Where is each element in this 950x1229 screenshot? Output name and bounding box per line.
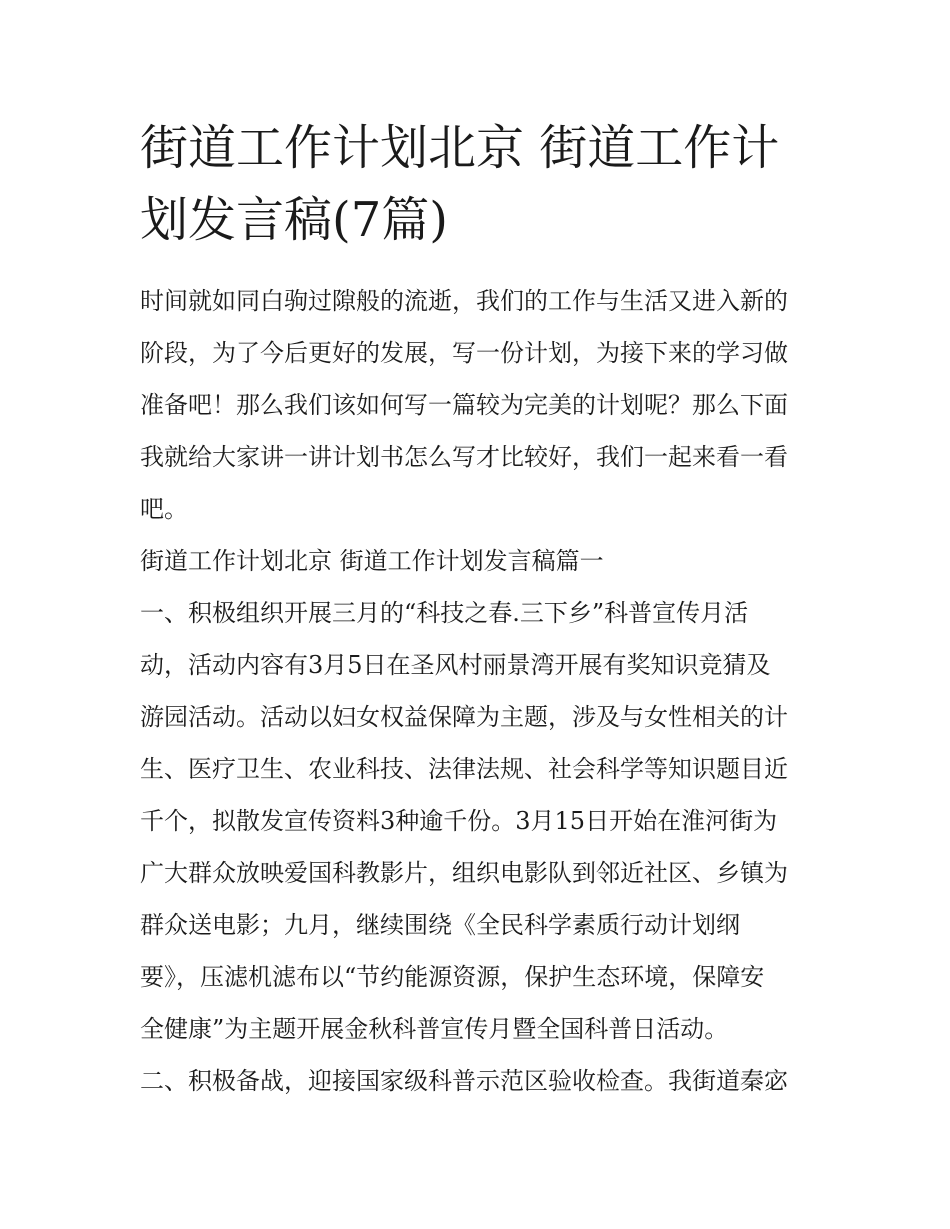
section-heading: 街道工作计划北京 街道工作计划发言稿篇一 <box>140 547 604 575</box>
body-line: 千个，拟散发宣传资料3种逾千份。3月15日开始在淮河街为 <box>140 807 778 835</box>
title-line: 划发言稿(7篇) <box>140 192 448 248</box>
body-line: 阶段，为了今后更好的发展，写一份计划，为接下来的学习做 <box>140 339 788 367</box>
body-line: 我就给大家讲一讲计划书怎么写才比较好，我们一起来看一看 <box>140 443 788 471</box>
document-title <box>140 112 820 256</box>
body-line: 广大群众放映爱国科教影片，组织电影队到邻近社区、乡镇为 <box>140 859 788 887</box>
body-line: 全健康”为主题开展金秋科普宣传月暨全国科普日活动。 <box>140 1015 729 1043</box>
body-line: 准备吧！那么我们该如何写一篇较为完美的计划呢？那么下面 <box>140 391 788 419</box>
body-line: 群众送电影；九月，继续围绕《全民科学素质行动计划纲 <box>140 911 740 939</box>
title-line: 街道工作计划北京 街道工作计 <box>140 120 780 176</box>
body-line: 动，活动内容有3月5日在圣风村丽景湾开展有奖知识竞猜及 <box>140 651 771 679</box>
document-body <box>140 275 830 1107</box>
body-line: 要》，压滤机滤布以“节约能源资源，保护生态环境，保障安 <box>140 963 765 991</box>
body-line: 生、医疗卫生、农业科技、法律法规、社会科学等知识题目近 <box>140 755 788 783</box>
body-line: 时间就如同白驹过隙般的流逝，我们的工作与生活又进入新的 <box>140 287 788 315</box>
body-line: 一、积极组织开展三月的“科技之春.三下乡”科普宣传月活 <box>140 599 749 627</box>
body-line: 吧。 <box>140 495 188 523</box>
body-line: 二、积极备战，迎接国家级科普示范区验收检查。我街道秦宓 <box>140 1067 788 1095</box>
body-line: 游园活动。活动以妇女权益保障为主题，涉及与女性相关的计 <box>140 703 788 731</box>
